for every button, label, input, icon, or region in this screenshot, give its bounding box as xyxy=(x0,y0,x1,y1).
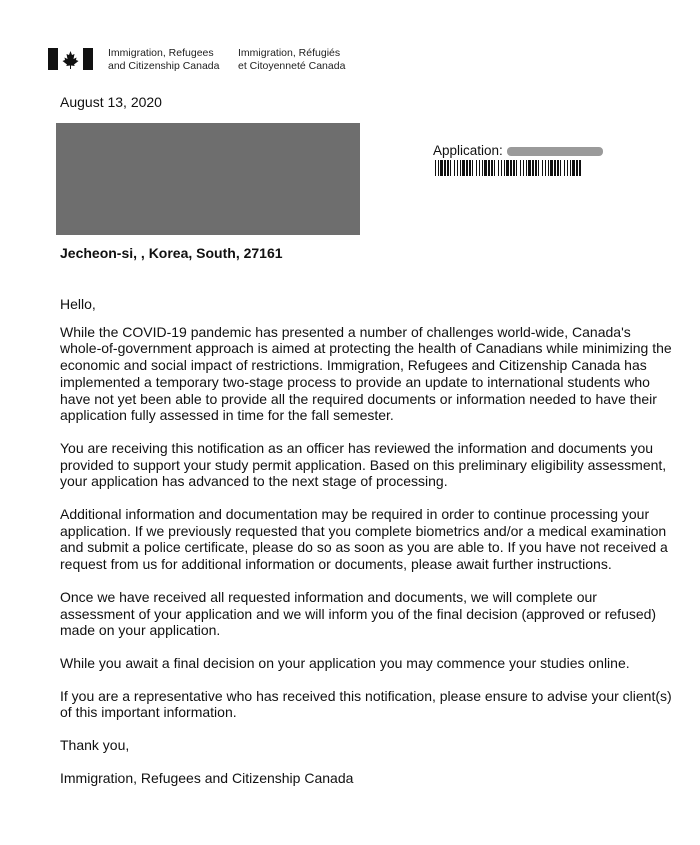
greeting: Hello, xyxy=(60,296,96,312)
canada-flag-icon xyxy=(48,48,93,70)
letter-date: August 13, 2020 xyxy=(60,94,162,110)
paragraph-online-studies: While you await a final decision on your application you may commence your studies online. xyxy=(60,654,630,671)
department-name-french xyxy=(238,47,345,73)
paragraph-representative: If you are a representative who has received this notification, please ensure to advise your client(s) of this important information. xyxy=(60,687,672,721)
redacted-address-block xyxy=(56,123,360,235)
department-en-line-2: and Citizenship Canada xyxy=(108,60,220,72)
paragraph-notification: You are receiving this notification as an officer has reviewed the information and documents you provided to support your study permit application. Based on this preliminary eligibility assessment, your application has advanced to the next stage of processing. xyxy=(60,439,667,490)
barcode xyxy=(435,160,581,176)
department-name-english xyxy=(108,47,220,73)
paragraph-covid-update: While the COVID-19 pandemic has presented a number of challenges world-wide, Canada's whole-of-government approach is aimed at protecting the health of Canadians while minimizing the economic and social impact of restrictions. Immigration, Refugees and Citizenship Canada has implemented a temporary two-stage process to provide an update to international students who have not yet been able to provide all the required documents or information needed to have their application fully assessed in time for the fall semester. xyxy=(60,323,672,424)
signature: Immigration, Refugees and Citizenship Canada xyxy=(60,769,354,786)
department-en-line-1: Immigration, Refugees xyxy=(108,47,214,59)
paragraph-additional-info: Additional information and documentation may be required in order to continue processing your application. If we previously requested that you complete biometrics and/or a medical examination and submit a police certificate, please do so as soon as you are able to. If you have not received a request from us for additional information or documents, please await further instructions. xyxy=(60,506,668,573)
closing: Thank you, xyxy=(60,737,130,754)
department-fr-line-1: Immigration, Réfugiés xyxy=(238,47,341,59)
letter-body xyxy=(60,296,672,786)
application-number xyxy=(433,143,603,158)
department-fr-line-2: et Citoyenneté Canada xyxy=(238,60,346,72)
recipient-address-line: Jecheon-si, , Korea, South, 27161 xyxy=(60,245,283,261)
application-label: Application: xyxy=(433,143,503,158)
paragraph-final-assessment: Once we have received all requested information and documents, we will complete our assessment of your application and we will inform you of the final decision (approved or refused) made on your application. xyxy=(60,588,657,639)
redacted-application-number xyxy=(507,147,603,156)
